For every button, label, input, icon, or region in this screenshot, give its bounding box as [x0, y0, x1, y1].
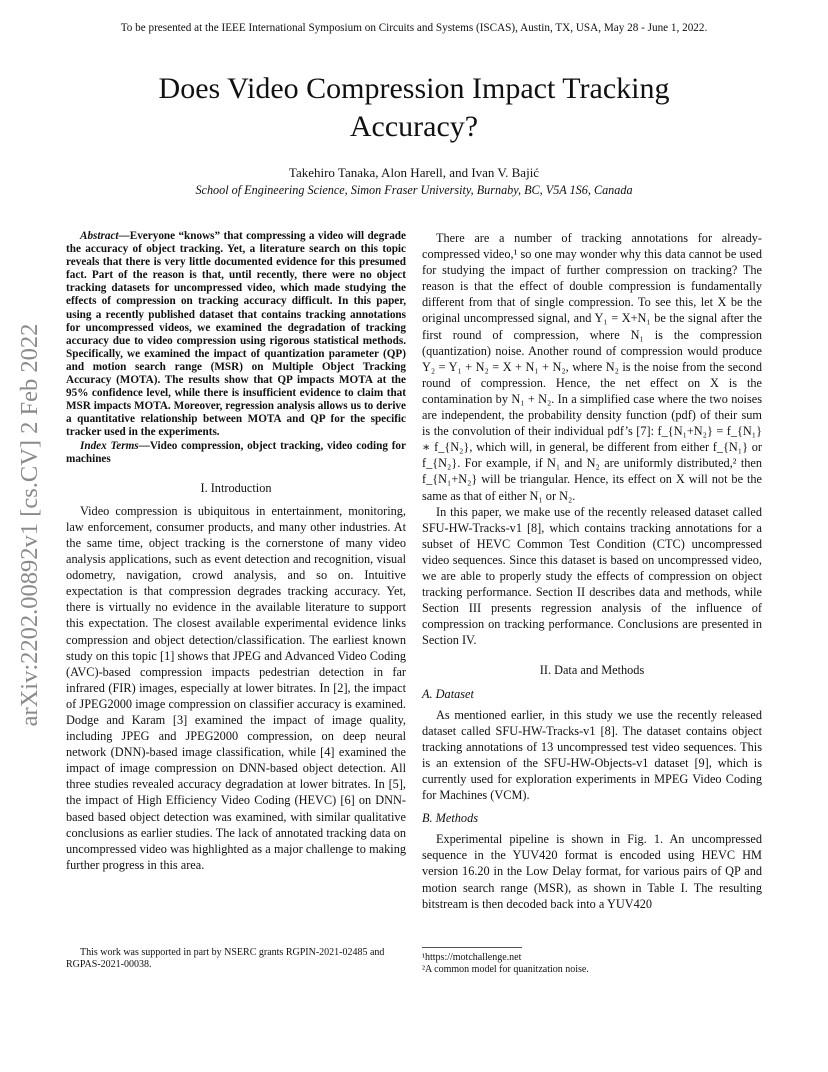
index-terms: [66, 440, 406, 466]
index-terms-label: Index Terms: [80, 439, 139, 452]
section-heading-data: II. Data and Methods: [539, 663, 645, 678]
right-paragraph-1: There are a number of tracking annotations for already-compressed video,¹ so one may wonder why this data cannot be used for studying the impact of further compression on tracking? The reason is that the effect of double compression is fundamentally different from that of single compression. To see this, let X be the original uncompressed signal, and Y₁ = X+N₁ be the signal after the first round of compression, where N₁ is the compression (quantization) noise. Another round of compression would produce Y₂ = Y₁ + N₂ = X + N₁ + N₂, where N₂ is the noise from the second round of compression. Hence, the net effect on X is the contamination by N₁ + N₂. In a simplified case where the two noises are independent, the probability density function (pdf) of their sum is the convolution of their individual pdf’s [7]: f_{N₁+N₂} = f_{N₁} ∗ f_{N₂}, which will, in general, be different from either f_{N₁} or f_{N₂}. For example, if N₁ and N₂ are uniformly distributed,² then f_{N₁+N₂} will be triangular. Hence, its effect on X will not be the same as that of either N₁ or N₂.: [422, 231, 762, 503]
footnotes: [422, 947, 762, 976]
section-heading-intro: I. Introduction: [200, 480, 272, 495]
intro-paragraph: Video compression is ubiquitous in entertainment, monitoring, law enforcement, consumer products, and many other industries. At the same time, object tracking is the cornerstone of many video analysis applications, such as event detection and recognition, visual odometry, navigation, crowd analysis, and so on. Intuitive expectation is that compression degrades tracking accuracy. Yet, there is virtually no evidence in the available literature to support this expectation. The closest available experimental evidence links compression and object detection/classification. The earliest known study on this topic [1] shows that JPEG and Advanced Video Coding (AVC)-based compression impacts pedestrian detection in far infrared (FIR) images, especially at lower bitrates. In [2], the impact of JPEG2000 image compression on classifier accuracy is examined. Dodge and Karam [3] examined the impact of image quality, including JPEG and JPEG2000 compression, on deep neural network (DNN)-based image classification, while [4] examined the impact of image compression on DNN-based object detection. All three studies revealed accuracy degradation at lower bitrates. In [5], the impact of High Efficiency Video Coding (HEVC) [6] on DNN-based based object detection was examined, with similar qualitative conclusions as earlier studies. The lack of annotated tracking data on uncompressed video was highlighted as a major challenge to making further progress in this area.: [66, 503, 406, 872]
paper-title: Does Video Compression Impact Tracking Accuracy?: [158, 72, 670, 143]
venue-line: To be presented at the IEEE International Symposium on Circuits and Systems (ISCAS), Austin, TX, USA, May 28 - June 1, 2022.: [120, 22, 708, 34]
left-column: [66, 230, 406, 873]
abstract: [66, 230, 406, 440]
footnote-1-link[interactable]: ¹https://motchallenge.net: [422, 952, 522, 963]
methods-paragraph: Experimental pipeline is shown in Fig. 1. An uncompressed sequence in the YUV420 format is encoded using HEVC HM version 16.20 in the Low Delay format, for various pairs of QP and motion search range (MSR), as shown in Table I. The resulting bitstream is then decoded back into a YUV420: [422, 832, 762, 911]
arxiv-stamp: [10, 290, 50, 760]
dataset-paragraph: As mentioned earlier, in this study we use the recently released dataset called SFU-HW-Tracks-v1 [8]. The dataset contains object tracking annotations of 13 uncompressed test video sequences. This is an extension of the SFU-HW-Objects-v1 dataset [9], which is currently used for exploration experiments in MPEG Video Coding for Machines (VCM).: [422, 707, 762, 803]
abstract-label: Abstract: [80, 230, 119, 242]
footnote-rule: [422, 947, 522, 948]
funding-footnote: [66, 947, 406, 971]
authors: Takehiro Tanaka, Alon Harell, and Ivan V. Bajić: [288, 165, 540, 180]
index-terms-text: —Video compression, object tracking, video coding for machines: [66, 439, 406, 465]
funding-text: This work was supported in part by NSERC grants RGPIN-2021-02485 and RGPAS-2021-00038.: [66, 947, 385, 970]
footnote-2: ²A common model for quanitzation noise.: [422, 964, 589, 975]
arxiv-stamp-text: arXiv:2202.00892v1 [cs.CV] 2 Feb 2022: [16, 323, 43, 727]
abstract-text: —Everyone “knows” that compressing a video will degrade the accuracy of object tracking. Yet, a literature search on this topic reveals that there is very little documented evidence for this presumed fact. Part of the reason is that, until recently, there were no object tracking datasets for uncompressed video, which made studying the effects of compression on tracking accuracy difficult. In this paper, using a recently published dataset that contains tracking annotations for uncompressed videos, we examined the degradation of tracking accuracy due to video compression using rigorous statistical methods. Specifically, we examined the impact of quantization parameter (QP) and motion search range (MSR) on Multiple Object Tracking Accuracy (MOTA). The results show that QP impacts MOTA at the 95% confidence level, while there is insufficient evidence to claim that MSR impacts MOTA. Moreover, regression analysis allows us to derive a quantitative relationship between MOTA and QP for the specific tracker used in the experiments.: [66, 230, 406, 439]
affiliation: School of Engineering Science, Simon Fraser University, Burnaby, BC, V5A 1S6, Canada: [195, 183, 633, 197]
subsection-dataset: A. Dataset: [422, 686, 474, 701]
right-column: [422, 230, 762, 912]
right-paragraph-2: In this paper, we make use of the recently released dataset called SFU-HW-Tracks-v1 [8], which contains tracking annotations for a subset of HEVC Common Test Condition (CTC) uncompressed video sequences. Since this dataset is based on uncompressed video, we are able to properly study the effects of compression on object tracking performance. Section II describes data and methods, while Section III presents regression analysis of the influence of compression on tracking performance. Conclusions are presented in Section IV.: [422, 504, 762, 648]
subsection-methods: B. Methods: [422, 811, 479, 826]
